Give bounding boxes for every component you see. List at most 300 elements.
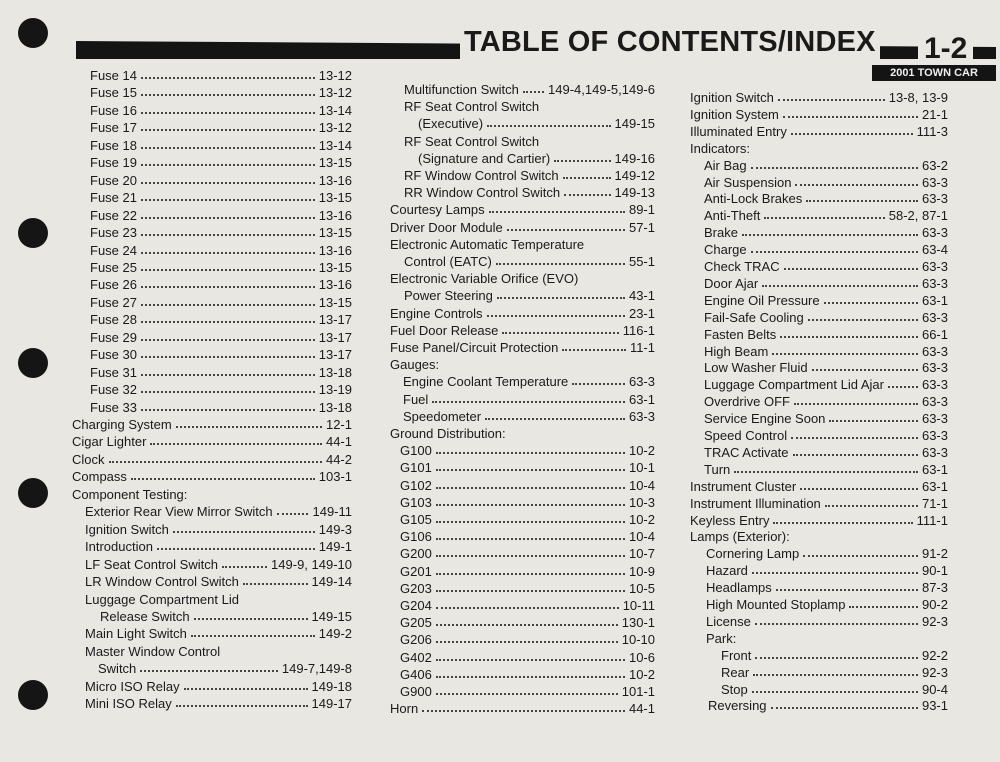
entry-page-ref: 149-16	[614, 150, 655, 166]
dot-leader	[824, 293, 918, 304]
index-entry	[390, 701, 655, 718]
dot-leader	[776, 580, 918, 591]
dot-leader	[436, 564, 625, 575]
index-entry	[704, 225, 948, 242]
entry-label: Cornering Lamp	[706, 546, 800, 562]
dot-leader	[436, 546, 625, 557]
entry-label: G900	[400, 684, 432, 699]
dot-leader	[751, 158, 918, 169]
dot-leader	[141, 155, 315, 166]
entry-label: Service Engine Soon	[704, 411, 826, 427]
dot-leader	[131, 469, 315, 480]
dot-leader	[176, 417, 322, 428]
entry-page-ref: 13-19	[318, 382, 352, 398]
entry-page-ref: 149-9, 149-10	[271, 556, 352, 572]
index-entry	[690, 141, 948, 158]
index-entry	[704, 158, 948, 175]
dot-leader	[141, 225, 315, 236]
entry-page-ref: 44-2	[325, 451, 352, 467]
entry-page-ref: 10-4	[628, 529, 655, 545]
entry-label: Headlamps	[706, 580, 772, 596]
entry-label: Charge	[704, 242, 747, 258]
dot-leader	[436, 598, 619, 609]
entry-label: G402	[400, 649, 432, 665]
model-subtitle: 2001 TOWN CAR	[872, 65, 996, 81]
dot-leader	[780, 327, 918, 338]
dot-leader	[800, 479, 918, 490]
index-entry	[418, 116, 655, 133]
entry-page-ref: 149-18	[311, 678, 352, 694]
entry-page-ref: 10-6	[628, 649, 655, 665]
entry-page-ref: 10-2	[628, 666, 655, 682]
dot-leader	[751, 242, 918, 253]
index-entry	[90, 312, 352, 329]
entry-page-ref: 13-15	[318, 294, 352, 310]
dot-leader	[141, 243, 315, 254]
entry-page-ref: 10-2	[628, 512, 655, 527]
dot-leader	[141, 103, 315, 114]
index-entry	[721, 648, 948, 665]
entry-label: Fail-Safe Cooling	[704, 309, 804, 325]
index-entry	[90, 347, 352, 364]
dot-leader	[487, 306, 625, 317]
index-entry	[72, 452, 352, 469]
dot-leader	[771, 698, 918, 709]
dot-leader	[140, 661, 278, 672]
entry-label: Fuse 29	[90, 329, 137, 345]
entry-page-ref: 10-3	[628, 494, 655, 510]
entry-label: Low Washer Fluid	[704, 360, 808, 376]
entry-label: Air Suspension	[704, 174, 792, 190]
index-entry	[90, 400, 352, 417]
entry-page-ref: 10-10	[621, 632, 655, 648]
entry-label: Fuse 23	[90, 225, 137, 241]
page-number: 1-2	[918, 32, 973, 66]
entry-label: Exterior Rear View Mirror Switch	[85, 504, 273, 520]
index-entry	[704, 394, 948, 411]
entry-page-ref: 63-3	[921, 377, 948, 393]
dot-leader	[243, 574, 308, 585]
entry-label: High Mounted Stoplamp	[706, 597, 846, 612]
dot-leader	[742, 225, 918, 236]
index-entry	[72, 469, 352, 486]
entry-label: G106	[400, 529, 432, 545]
dot-leader	[277, 504, 309, 515]
index-entry	[72, 417, 352, 434]
entry-label: G103	[400, 494, 432, 510]
entry-page-ref: 90-4	[921, 681, 948, 697]
entry-label: Release Switch	[100, 608, 190, 624]
dot-leader	[523, 82, 544, 93]
entry-page-ref: 66-1	[921, 326, 948, 342]
entry-page-ref: 63-3	[628, 408, 655, 424]
dot-leader	[497, 288, 625, 299]
dot-leader	[150, 434, 322, 445]
index-entry	[704, 242, 948, 259]
entry-label: Stop	[721, 681, 748, 697]
entry-label: Fuse 30	[90, 347, 137, 363]
dot-leader	[184, 679, 308, 690]
index-entry	[704, 175, 948, 192]
dot-leader	[141, 85, 315, 96]
dot-leader	[141, 400, 315, 411]
entry-page-ref: 63-3	[628, 374, 655, 390]
entry-page-ref: 13-8, 13-9	[888, 90, 948, 105]
entry-page-ref: 93-1	[921, 698, 948, 714]
index-entry	[85, 522, 352, 539]
index-entry	[704, 360, 948, 377]
entry-label: RF Seat Control Switch	[404, 133, 540, 149]
entry-label: Speed Control	[704, 428, 788, 443]
index-entry	[418, 151, 655, 168]
entry-label: TRAC Activate	[704, 444, 789, 460]
dot-leader	[436, 667, 625, 678]
entry-page-ref: 13-15	[318, 155, 352, 171]
entry-page-ref: 13-17	[318, 312, 352, 328]
entry-page-ref: 149-4,149-5,149-6	[548, 82, 655, 97]
entry-label: Ignition Switch	[85, 521, 169, 537]
entry-page-ref: 13-15	[318, 259, 352, 275]
dot-leader	[141, 138, 315, 149]
dot-leader	[157, 539, 315, 550]
index-entry	[404, 99, 655, 116]
index-entry	[704, 411, 948, 428]
dot-leader	[563, 168, 611, 179]
entry-label: Instrument Illumination	[690, 495, 821, 511]
dot-leader	[194, 609, 308, 620]
index-entry	[404, 168, 655, 185]
entry-page-ref: 63-1	[921, 478, 948, 494]
index-entry	[85, 592, 352, 609]
entry-page-ref: 87-3	[921, 580, 948, 596]
entry-label: G201	[400, 563, 432, 579]
entry-page-ref: 43-1	[628, 288, 655, 304]
entry-page-ref: 91-2	[921, 546, 948, 562]
index-entry	[400, 615, 655, 632]
entry-label: G101	[400, 460, 432, 476]
entry-label: Component Testing:	[72, 486, 188, 502]
entry-label: (Executive)	[418, 116, 484, 132]
dot-leader	[829, 411, 918, 422]
entry-page-ref: 13-12	[318, 68, 352, 83]
dot-leader	[734, 462, 918, 473]
index-entry	[90, 155, 352, 172]
index-entry	[98, 661, 352, 678]
dot-leader	[436, 460, 625, 471]
entry-label: Electronic Variable Orifice (EVO)	[390, 271, 579, 287]
index-entry	[704, 445, 948, 462]
index-entry	[90, 365, 352, 382]
index-entry	[706, 546, 948, 563]
entry-page-ref: 10-7	[628, 546, 655, 562]
entry-label: Courtesy Lamps	[390, 202, 485, 218]
index-entry	[90, 208, 352, 225]
entry-page-ref: 55-1	[628, 254, 655, 269]
index-entry	[85, 557, 352, 574]
dot-leader	[507, 220, 625, 231]
entry-page-ref: 149-15	[614, 116, 655, 132]
dot-leader	[783, 107, 918, 118]
binder-hole	[18, 18, 48, 48]
dot-leader	[191, 626, 315, 637]
index-entry	[90, 330, 352, 347]
index-entry	[390, 271, 655, 288]
dot-leader	[141, 295, 315, 306]
entry-page-ref: 130-1	[621, 615, 655, 631]
dot-leader	[773, 513, 912, 524]
index-entry	[90, 173, 352, 190]
entry-label: Anti-Lock Brakes	[704, 191, 803, 207]
dot-leader	[436, 684, 618, 695]
entry-label: Horn	[390, 701, 419, 717]
dot-leader	[803, 546, 918, 557]
entry-label: Lamps (Exterior):	[690, 529, 790, 545]
index-entry	[400, 460, 655, 477]
index-entry	[706, 580, 948, 597]
index-entry	[390, 426, 655, 443]
entry-label: Fuse Panel/Circuit Protection	[390, 340, 559, 355]
entry-label: Air Bag	[704, 157, 747, 173]
entry-page-ref: 10-2	[628, 443, 655, 459]
entry-page-ref: 149-1	[318, 539, 352, 555]
entry-page-ref: 103-1	[318, 469, 352, 485]
index-entry	[400, 512, 655, 529]
dot-leader	[791, 428, 918, 439]
entry-page-ref: 63-3	[921, 411, 948, 427]
entry-label: Fuel Door Release	[390, 322, 499, 338]
index-entry	[690, 124, 948, 141]
index-entry	[90, 190, 352, 207]
index-entry	[706, 597, 948, 614]
index-entry	[704, 259, 948, 276]
dot-leader	[762, 276, 918, 287]
dot-leader	[436, 495, 625, 506]
index-entry	[85, 644, 352, 661]
index-entry	[704, 377, 948, 394]
index-entry	[390, 357, 655, 374]
index-entry	[690, 513, 948, 530]
entry-page-ref: 13-18	[318, 364, 352, 380]
entry-label: G100	[400, 443, 432, 459]
entry-page-ref: 21-1	[921, 106, 948, 122]
entry-page-ref: 101-1	[621, 684, 655, 699]
index-entry	[390, 237, 655, 254]
index-entry	[400, 443, 655, 460]
index-entry	[403, 374, 655, 391]
entry-label: Cigar Lighter	[72, 434, 147, 450]
entry-label: Fasten Belts	[704, 326, 777, 342]
dot-leader	[888, 377, 918, 388]
entry-page-ref: 10-5	[628, 580, 655, 596]
entry-page-ref: 116-1	[622, 322, 655, 338]
entry-label: G205	[400, 615, 432, 631]
index-entry	[85, 504, 352, 521]
dot-leader	[141, 120, 315, 131]
index-entry	[404, 82, 655, 99]
entry-label: Gauges:	[390, 357, 440, 373]
entry-label: Fuse 16	[90, 102, 137, 118]
index-entry	[400, 546, 655, 563]
dot-leader	[176, 696, 308, 707]
dot-leader	[141, 68, 315, 79]
index-entry	[403, 392, 655, 409]
entry-label: Brake	[704, 225, 738, 241]
entry-page-ref: 63-3	[921, 275, 948, 291]
entry-label: Speedometer	[403, 408, 482, 424]
index-entry	[400, 529, 655, 546]
entry-page-ref: 13-17	[318, 347, 352, 363]
binder-hole	[18, 680, 48, 710]
entry-page-ref: 13-16	[318, 207, 352, 223]
dot-leader	[141, 382, 315, 393]
entry-page-ref: 63-1	[921, 292, 948, 308]
entry-page-ref: 63-2	[921, 157, 948, 173]
index-entry	[706, 614, 948, 631]
dot-leader	[812, 360, 918, 371]
entry-page-ref: 10-11	[622, 598, 655, 613]
binder-hole	[18, 348, 48, 378]
dot-leader	[436, 478, 625, 489]
dot-leader	[806, 191, 918, 202]
entry-label: Ignition System	[690, 106, 779, 122]
entry-page-ref: 149-17	[311, 696, 352, 712]
dot-leader	[849, 597, 917, 608]
entry-label: Fuse 26	[90, 277, 137, 293]
entry-label: Anti-Theft	[704, 208, 761, 224]
entry-page-ref: 57-1	[628, 219, 655, 235]
index-entry	[704, 276, 948, 293]
dot-leader	[502, 323, 618, 334]
index-entry	[90, 120, 352, 137]
index-entry	[400, 581, 655, 598]
entry-page-ref: 10-9	[628, 563, 655, 579]
dot-leader	[141, 347, 315, 358]
entry-label: Fuse 15	[90, 85, 137, 101]
entry-label: Fuse 28	[90, 312, 137, 328]
index-entry	[90, 260, 352, 277]
entry-label: Keyless Entry	[690, 512, 770, 528]
dot-leader	[772, 344, 918, 355]
entry-label: Luggage Compartment Lid Ajar	[704, 377, 884, 393]
entry-label: Engine Controls	[390, 305, 483, 321]
dot-leader	[778, 90, 885, 101]
entry-label: Ground Distribution:	[390, 426, 506, 441]
entry-label: Electronic Automatic Temperature	[390, 236, 585, 252]
entry-label: Fuse 21	[90, 190, 137, 206]
index-entry	[704, 191, 948, 208]
entry-label: G206	[400, 632, 432, 648]
entry-page-ref: 63-3	[921, 259, 948, 274]
entry-page-ref: 63-3	[921, 428, 948, 443]
entry-page-ref: 13-12	[318, 120, 352, 136]
index-entry	[390, 306, 655, 323]
dot-leader	[436, 650, 625, 661]
dot-leader	[489, 202, 625, 213]
index-entry	[390, 220, 655, 237]
entry-page-ref: 89-1	[628, 202, 655, 218]
dot-leader	[752, 563, 918, 574]
index-entry	[390, 202, 655, 219]
dot-leader	[141, 173, 315, 184]
entry-page-ref: 13-16	[318, 242, 352, 258]
entry-label: Control (EATC)	[404, 254, 492, 269]
entry-label: Ignition Switch	[690, 90, 774, 105]
entry-label: G204	[400, 598, 432, 613]
entry-label: Fuse 32	[90, 382, 137, 398]
entry-label: Master Window Control	[85, 643, 221, 659]
dot-leader	[755, 648, 918, 659]
index-entry	[390, 323, 655, 340]
entry-page-ref: 10-4	[628, 477, 655, 493]
index-entry	[400, 478, 655, 495]
entry-label: Check TRAC	[704, 259, 780, 274]
entry-label: Hazard	[706, 563, 748, 579]
dot-leader	[572, 374, 625, 385]
entry-label: Fuse 24	[90, 242, 137, 258]
index-entry	[85, 696, 352, 713]
entry-label: Introduction	[85, 539, 153, 555]
entry-page-ref: 63-3	[921, 174, 948, 190]
dot-leader	[496, 254, 625, 265]
index-entry	[404, 185, 655, 202]
entry-page-ref: 13-17	[318, 329, 352, 345]
entry-page-ref: 63-3	[921, 309, 948, 325]
entry-page-ref: 63-3	[921, 225, 948, 241]
entry-page-ref: 149-15	[311, 608, 352, 624]
entry-page-ref: 92-2	[921, 647, 948, 663]
entry-label: Fuse 17	[90, 120, 137, 136]
index-entry	[90, 382, 352, 399]
index-entry	[704, 462, 948, 479]
entry-page-ref: 90-2	[921, 597, 948, 612]
index-entry	[690, 90, 948, 107]
dot-leader	[487, 116, 610, 127]
entry-page-ref: 63-1	[628, 391, 655, 407]
entry-page-ref: 11-1	[629, 340, 655, 355]
index-entry	[90, 85, 352, 102]
dot-leader	[141, 365, 315, 376]
entry-label: RF Window Control Switch	[404, 168, 559, 183]
entry-page-ref: 149-3	[318, 521, 352, 537]
entry-label: Fuse 31	[90, 364, 137, 380]
entry-label: Clock	[72, 451, 105, 467]
dot-leader	[784, 259, 918, 270]
entry-page-ref: 23-1	[628, 305, 655, 321]
index-entry	[404, 288, 655, 305]
entry-page-ref: 92-3	[921, 613, 948, 629]
entry-label: Fuel	[403, 391, 429, 407]
index-entry	[400, 495, 655, 512]
entry-page-ref: 92-3	[921, 664, 948, 680]
entry-page-ref: 13-16	[318, 277, 352, 293]
dot-leader	[109, 452, 322, 463]
entry-label: Fuse 27	[90, 294, 137, 310]
entry-page-ref: 149-7,149-8	[281, 661, 352, 677]
binder-hole	[18, 218, 48, 248]
entry-label: Park:	[706, 630, 737, 646]
entry-label: Reversing	[708, 698, 767, 714]
index-entry	[90, 277, 352, 294]
entry-label: Fuse 18	[90, 137, 137, 153]
entry-label: LF Seat Control Switch	[85, 556, 218, 572]
entry-label: Turn	[704, 461, 731, 477]
index-entry	[690, 479, 948, 496]
dot-leader	[752, 682, 918, 693]
entry-page-ref: 63-4	[921, 242, 948, 258]
index-entry	[72, 434, 352, 451]
index-entry	[690, 496, 948, 513]
entry-label: Rear	[721, 664, 750, 680]
